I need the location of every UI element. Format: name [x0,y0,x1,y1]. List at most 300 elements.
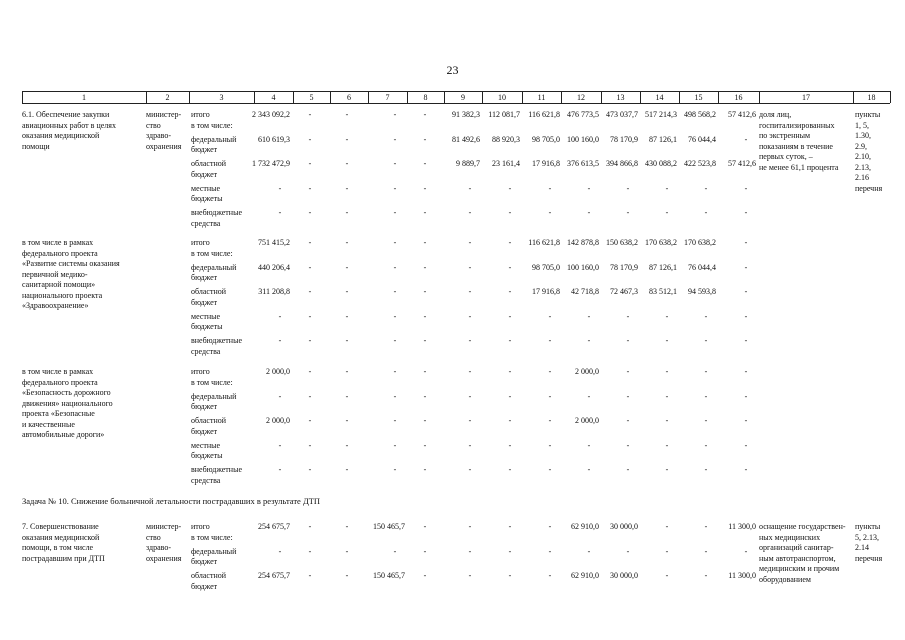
amount-col-4: 610 619,3 [258,134,290,144]
amount-col-7: - [393,287,397,296]
amount-col-13: - [626,546,630,556]
amount-col-4: - [278,465,282,474]
amount-col-13: 150 638,2 [606,238,638,247]
amount-col-7: - [393,159,397,168]
amount-col-9: - [468,546,472,556]
amount-col-7: 150 465,7 [373,571,405,580]
column-header-7: 7 [385,93,390,102]
amount-col-4: 254 675,7 [258,522,290,531]
column-separator [561,91,562,103]
amount-col-12: 100 160,0 [567,134,599,144]
amount-col-5: - [308,440,312,450]
amount-col-5: - [308,110,312,119]
amount-col-8: - [423,391,427,401]
row-name: 7. Совершенствование оказания медицинской помощи, в том числе пострадавшим при ДТП [22,522,105,563]
amount-col-14: - [665,208,669,217]
column-header-13: 13 [616,93,625,102]
amount-col-15: - [704,440,708,450]
amount-col-10: 112 081,7 [488,110,520,119]
amount-col-7: - [393,262,397,272]
amount-col-16: - [744,287,748,296]
amount-col-10: - [508,336,512,345]
amount-col-6: - [345,208,349,217]
amount-col-13: - [626,336,630,345]
amount-col-12: 376 613,5 [567,159,599,168]
funding-source: федеральный бюджет [191,262,237,282]
amount-col-11: 116 621,8 [528,110,560,119]
amount-col-7: - [393,440,397,450]
column-separator [601,91,602,103]
column-header-9: 9 [461,93,465,102]
amount-col-11: 116 621,8 [528,238,560,247]
amount-col-4: - [278,183,282,193]
column-separator [189,91,190,103]
amount-col-12: 142 878,8 [567,238,599,247]
amount-col-16: - [744,208,748,217]
expected-result: доля лиц, госпитализированных по экстренным показаниям в течение первых суток, – не менее 61,1 процента [759,110,839,172]
amount-col-4: - [278,311,282,321]
column-header-10: 10 [498,93,506,102]
amount-col-10: - [508,262,512,272]
amount-col-8: - [423,571,427,580]
amount-col-11: - [548,208,552,217]
amount-col-16: - [744,546,748,556]
amount-col-4: - [278,546,282,556]
amount-col-4: 2 000,0 [266,416,290,425]
amount-col-15: - [704,391,708,401]
amount-col-15: - [704,416,708,425]
amount-col-6: - [345,262,349,272]
amount-col-16: - [744,238,748,247]
amount-col-6: - [345,110,349,119]
column-separator [522,91,523,103]
amount-col-16: 57 412,6 [728,110,756,119]
amount-col-8: - [423,546,427,556]
funding-source: областной бюджет [191,416,227,436]
amount-col-4: 311 208,8 [258,287,290,296]
amount-col-15: 94 593,8 [688,287,716,296]
amount-col-16: - [744,416,748,425]
amount-col-14: - [665,522,669,531]
amount-col-5: - [308,522,312,531]
amount-col-4: 440 206,4 [258,262,290,272]
funding-source: итого в том числе: [191,522,233,542]
column-separator [368,91,369,103]
amount-col-14: - [665,311,669,321]
column-header-11: 11 [537,93,546,102]
amount-col-7: - [393,208,397,217]
amount-col-12: 476 773,5 [567,110,599,119]
column-header-5: 5 [309,93,314,102]
amount-col-11: - [548,440,552,450]
amount-col-6: - [345,571,349,580]
amount-col-11: - [548,465,552,474]
amount-col-11: - [548,571,552,580]
column-header-1: 1 [82,93,86,102]
amount-col-4: 2 000,0 [266,367,290,376]
amount-col-16: - [744,336,748,345]
amount-col-4: - [278,336,282,345]
column-header-2: 2 [165,93,170,102]
column-separator [679,91,680,103]
amount-col-7: - [393,465,397,474]
amount-col-15: 170 638,2 [684,238,716,247]
amount-col-10: - [508,208,512,217]
amount-col-15: - [704,522,708,531]
amount-col-9: 91 382,3 [452,110,480,119]
amount-col-8: - [423,208,427,217]
amount-col-15: - [704,571,708,580]
amount-col-7: - [393,416,397,425]
amount-col-7: - [393,238,397,247]
column-header-16: 16 [734,93,743,102]
amount-col-15: - [704,336,708,345]
task-10-title: Задача № 10. Снижение больничной летальности пострадавших в результате ДТП [22,496,321,506]
amount-col-16: - [744,367,748,376]
amount-col-4: - [278,208,282,217]
amount-col-5: - [308,571,312,580]
column-separator [718,91,719,103]
amount-col-4: 2 343 092,2 [252,110,290,119]
amount-col-15: - [704,546,708,556]
amount-col-13: 72 467,3 [610,287,638,296]
column-separator [254,91,255,103]
amount-col-15: - [704,465,708,474]
amount-col-14: - [665,546,669,556]
amount-col-6: - [345,238,349,247]
row-name: в том числе в рамках федерального проекта «Безопасность дорожного движения» национального проекта «Безопасные и качественные автомобильные дороги» [22,367,113,439]
amount-col-4: - [278,440,282,450]
executor: министер- ство здраво- охранения [146,522,182,563]
amount-col-16: 11 300,0 [728,571,756,580]
amount-col-12: 62 910,0 [571,571,599,580]
amount-col-16: - [744,183,748,193]
amount-col-12: - [587,208,591,217]
amount-col-13: - [626,391,630,401]
amount-col-14: - [665,391,669,401]
amount-col-6: - [345,336,349,345]
amount-col-8: - [423,311,427,321]
funding-source: местные бюджеты [191,183,223,203]
amount-col-8: - [423,159,427,168]
amount-col-14: 87 126,1 [649,262,677,272]
amount-col-7: - [393,311,397,321]
amount-col-8: - [423,110,427,119]
amount-col-13: 78 170,9 [610,134,638,144]
amount-col-11: - [548,522,552,531]
amount-col-10: - [508,522,512,531]
funding-source: федеральный бюджет [191,546,237,566]
funding-source: местные бюджеты [191,440,223,460]
funding-source: федеральный бюджет [191,391,237,411]
amount-col-6: - [345,440,349,450]
amount-col-9: - [468,336,472,345]
amount-col-10: - [508,416,512,425]
amount-col-11: 98 705,0 [532,134,560,144]
amount-col-16: - [744,134,748,144]
amount-col-9: - [468,522,472,531]
column-header-18: 18 [867,93,876,102]
amount-col-12: - [587,546,591,556]
amount-col-11: 17 916,8 [532,159,560,168]
plan-points: пункты 5, 2.13, 2.14 перечня [855,522,883,563]
amount-col-13: - [626,183,630,193]
column-header-15: 15 [694,93,703,102]
amount-col-15: - [704,367,708,376]
amount-col-11: - [548,311,552,321]
amount-col-15: - [704,311,708,321]
expected-result: оснащение государствен- ных медицинских организаций санитар- ным автотранспортом, медицинским и прочим оборудованием [759,522,846,584]
amount-col-10: - [508,238,512,247]
amount-col-12: 2 000,0 [575,367,599,376]
column-separator [482,91,483,103]
amount-col-9: - [468,391,472,401]
amount-col-8: - [423,336,427,345]
amount-col-8: - [423,183,427,193]
amount-col-13: 473 037,7 [606,110,638,119]
amount-col-8: - [423,238,427,247]
amount-col-6: - [345,287,349,296]
column-header-12: 12 [577,93,585,102]
amount-col-14: - [665,465,669,474]
amount-col-14: 83 512,1 [649,287,677,296]
amount-col-10: 23 161,4 [492,159,520,168]
amount-col-6: - [345,311,349,321]
amount-col-8: - [423,465,427,474]
amount-col-14: - [665,440,669,450]
amount-col-8: - [423,134,427,144]
page-number: 23 [446,63,459,77]
amount-col-14: 170 638,2 [645,238,677,247]
funding-source: федеральный бюджет [191,134,237,154]
amount-col-13: - [626,208,630,217]
amount-col-9: - [468,367,472,376]
column-separator [293,91,294,103]
amount-col-8: - [423,522,427,531]
amount-col-7: - [393,110,397,119]
amount-col-9: - [468,208,472,217]
amount-col-8: - [423,440,427,450]
amount-col-5: - [308,238,312,247]
amount-col-16: 11 300,0 [728,522,756,531]
amount-col-12: - [587,336,591,345]
amount-col-14: 87 126,1 [649,134,677,144]
amount-col-15: - [704,183,708,193]
amount-col-16: - [744,311,748,321]
amount-col-7: - [393,391,397,401]
column-header-4: 4 [271,93,276,102]
amount-col-7: - [393,134,397,144]
amount-col-12: 100 160,0 [567,262,599,272]
amount-col-6: - [345,183,349,193]
amount-col-13: - [626,311,630,321]
header-bottom-rule [22,103,890,104]
amount-col-10: - [508,287,512,296]
amount-col-11: - [548,336,552,345]
amount-col-5: - [308,159,312,168]
amount-col-9: - [468,440,472,450]
amount-col-5: - [308,546,312,556]
funding-source: областной бюджет [191,287,227,307]
column-separator [640,91,641,103]
funding-source: областной бюджет [191,159,227,179]
amount-col-14: - [665,571,669,580]
amount-col-15: - [704,208,708,217]
row-name: 6.1. Обеспечение закупки авиационных работ в целях оказания медицинской помощи [22,110,116,151]
amount-col-5: - [308,416,312,425]
amount-col-12: - [587,391,591,401]
amount-col-13: 78 170,9 [610,262,638,272]
amount-col-9: - [468,287,472,296]
amount-col-8: - [423,287,427,296]
amount-col-11: 98 705,0 [532,262,560,272]
amount-col-10: - [508,183,512,193]
amount-col-16: - [744,391,748,401]
column-separator [146,91,147,103]
column-header-3: 3 [219,93,224,102]
amount-col-13: 30 000,0 [610,571,638,580]
amount-col-4: - [278,391,282,401]
amount-col-14: - [665,416,669,425]
column-separator [22,91,23,103]
amount-col-7: - [393,183,397,193]
amount-col-8: - [423,416,427,425]
amount-col-9: - [468,311,472,321]
column-header-6: 6 [347,93,351,102]
amount-col-16: - [744,465,748,474]
amount-col-5: - [308,134,312,144]
column-separator [853,91,854,103]
amount-col-16: 57 412,6 [728,159,756,168]
amount-col-12: - [587,440,591,450]
amount-col-4: 254 675,7 [258,571,290,580]
amount-col-9: - [468,416,472,425]
amount-col-13: - [626,416,630,425]
amount-col-7: - [393,367,397,376]
amount-col-12: - [587,311,591,321]
amount-col-11: - [548,183,552,193]
amount-col-7: - [393,336,397,345]
column-separator [444,91,445,103]
amount-col-13: - [626,367,630,376]
column-separator [759,91,760,103]
column-header-8: 8 [423,93,428,102]
amount-col-5: - [308,336,312,345]
amount-col-9: 9 889,7 [456,159,480,168]
amount-col-10: - [508,311,512,321]
amount-col-15: 76 044,4 [688,262,716,272]
column-separator [407,91,408,103]
amount-col-6: - [345,159,349,168]
amount-col-10: - [508,391,512,401]
amount-col-12: 62 910,0 [571,522,599,531]
amount-col-11: - [548,391,552,401]
amount-col-11: - [548,367,552,376]
amount-col-10: - [508,571,512,580]
amount-col-6: - [345,391,349,401]
amount-col-15: 76 044,4 [688,134,716,144]
row-name: в том числе в рамках федерального проекта «Развитие системы оказания первичной медико- санитарной помощи» национального проекта «Здравоохранение» [22,238,120,310]
amount-col-15: 498 568,2 [684,110,716,119]
amount-col-10: - [508,546,512,556]
amount-col-5: - [308,311,312,321]
amount-col-9: - [468,571,472,580]
amount-col-15: 422 523,8 [684,159,716,168]
amount-col-5: - [308,465,312,474]
amount-col-5: - [308,262,312,272]
amount-col-10: 88 920,3 [492,134,520,144]
amount-col-9: - [468,262,472,272]
funding-source: итого в том числе: [191,367,233,387]
funding-source: итого в том числе: [191,238,233,258]
amount-col-6: - [345,134,349,144]
column-separator [330,91,331,103]
amount-col-10: - [508,367,512,376]
amount-col-5: - [308,367,312,376]
funding-source: итого в том числе: [191,110,233,130]
amount-col-14: 517 214,3 [645,110,677,119]
amount-col-5: - [308,183,312,193]
column-separator [890,91,891,103]
amount-col-14: 430 088,2 [645,159,677,168]
amount-col-16: - [744,262,748,272]
amount-col-6: - [345,522,349,531]
amount-col-16: - [744,440,748,450]
funding-source: внебюджетные средства [191,208,242,228]
amount-col-12: 42 718,8 [571,287,599,296]
amount-col-10: - [508,440,512,450]
amount-col-12: 2 000,0 [575,416,599,425]
amount-col-14: - [665,183,669,193]
funding-source: внебюджетные средства [191,465,242,485]
amount-col-8: - [423,262,427,272]
amount-col-6: - [345,367,349,376]
amount-col-11: - [548,546,552,556]
amount-col-9: 81 492,6 [452,134,480,144]
amount-col-8: - [423,367,427,376]
amount-col-5: - [308,287,312,296]
executor: министер- ство здраво- охранения [146,110,182,151]
amount-col-14: - [665,336,669,345]
amount-col-13: - [626,440,630,450]
funding-source: внебюджетные средства [191,336,242,356]
column-header-14: 14 [655,93,664,102]
amount-col-4: 1 732 472,9 [252,159,290,168]
amount-col-12: - [587,183,591,193]
amount-col-9: - [468,238,472,247]
amount-col-14: - [665,367,669,376]
amount-col-5: - [308,391,312,401]
amount-col-5: - [308,208,312,217]
column-header-17: 17 [802,93,810,102]
amount-col-13: 30 000,0 [610,522,638,531]
amount-col-6: - [345,465,349,474]
amount-col-6: - [345,416,349,425]
amount-col-9: - [468,183,472,193]
amount-col-4: 751 415,2 [258,238,290,247]
amount-col-9: - [468,465,472,474]
amount-col-11: 17 916,8 [532,287,560,296]
amount-col-7: 150 465,7 [373,522,405,531]
amount-col-7: - [393,546,397,556]
amount-col-13: 394 866,8 [606,159,638,168]
amount-col-12: - [587,465,591,474]
funding-source: областной бюджет [191,571,227,591]
amount-col-13: - [626,465,630,474]
amount-col-11: - [548,416,552,425]
amount-col-6: - [345,546,349,556]
plan-points: пункты 1, 5, 1.30, 2.9, 2.10, 2.13, 2.16 перечня [855,110,883,193]
